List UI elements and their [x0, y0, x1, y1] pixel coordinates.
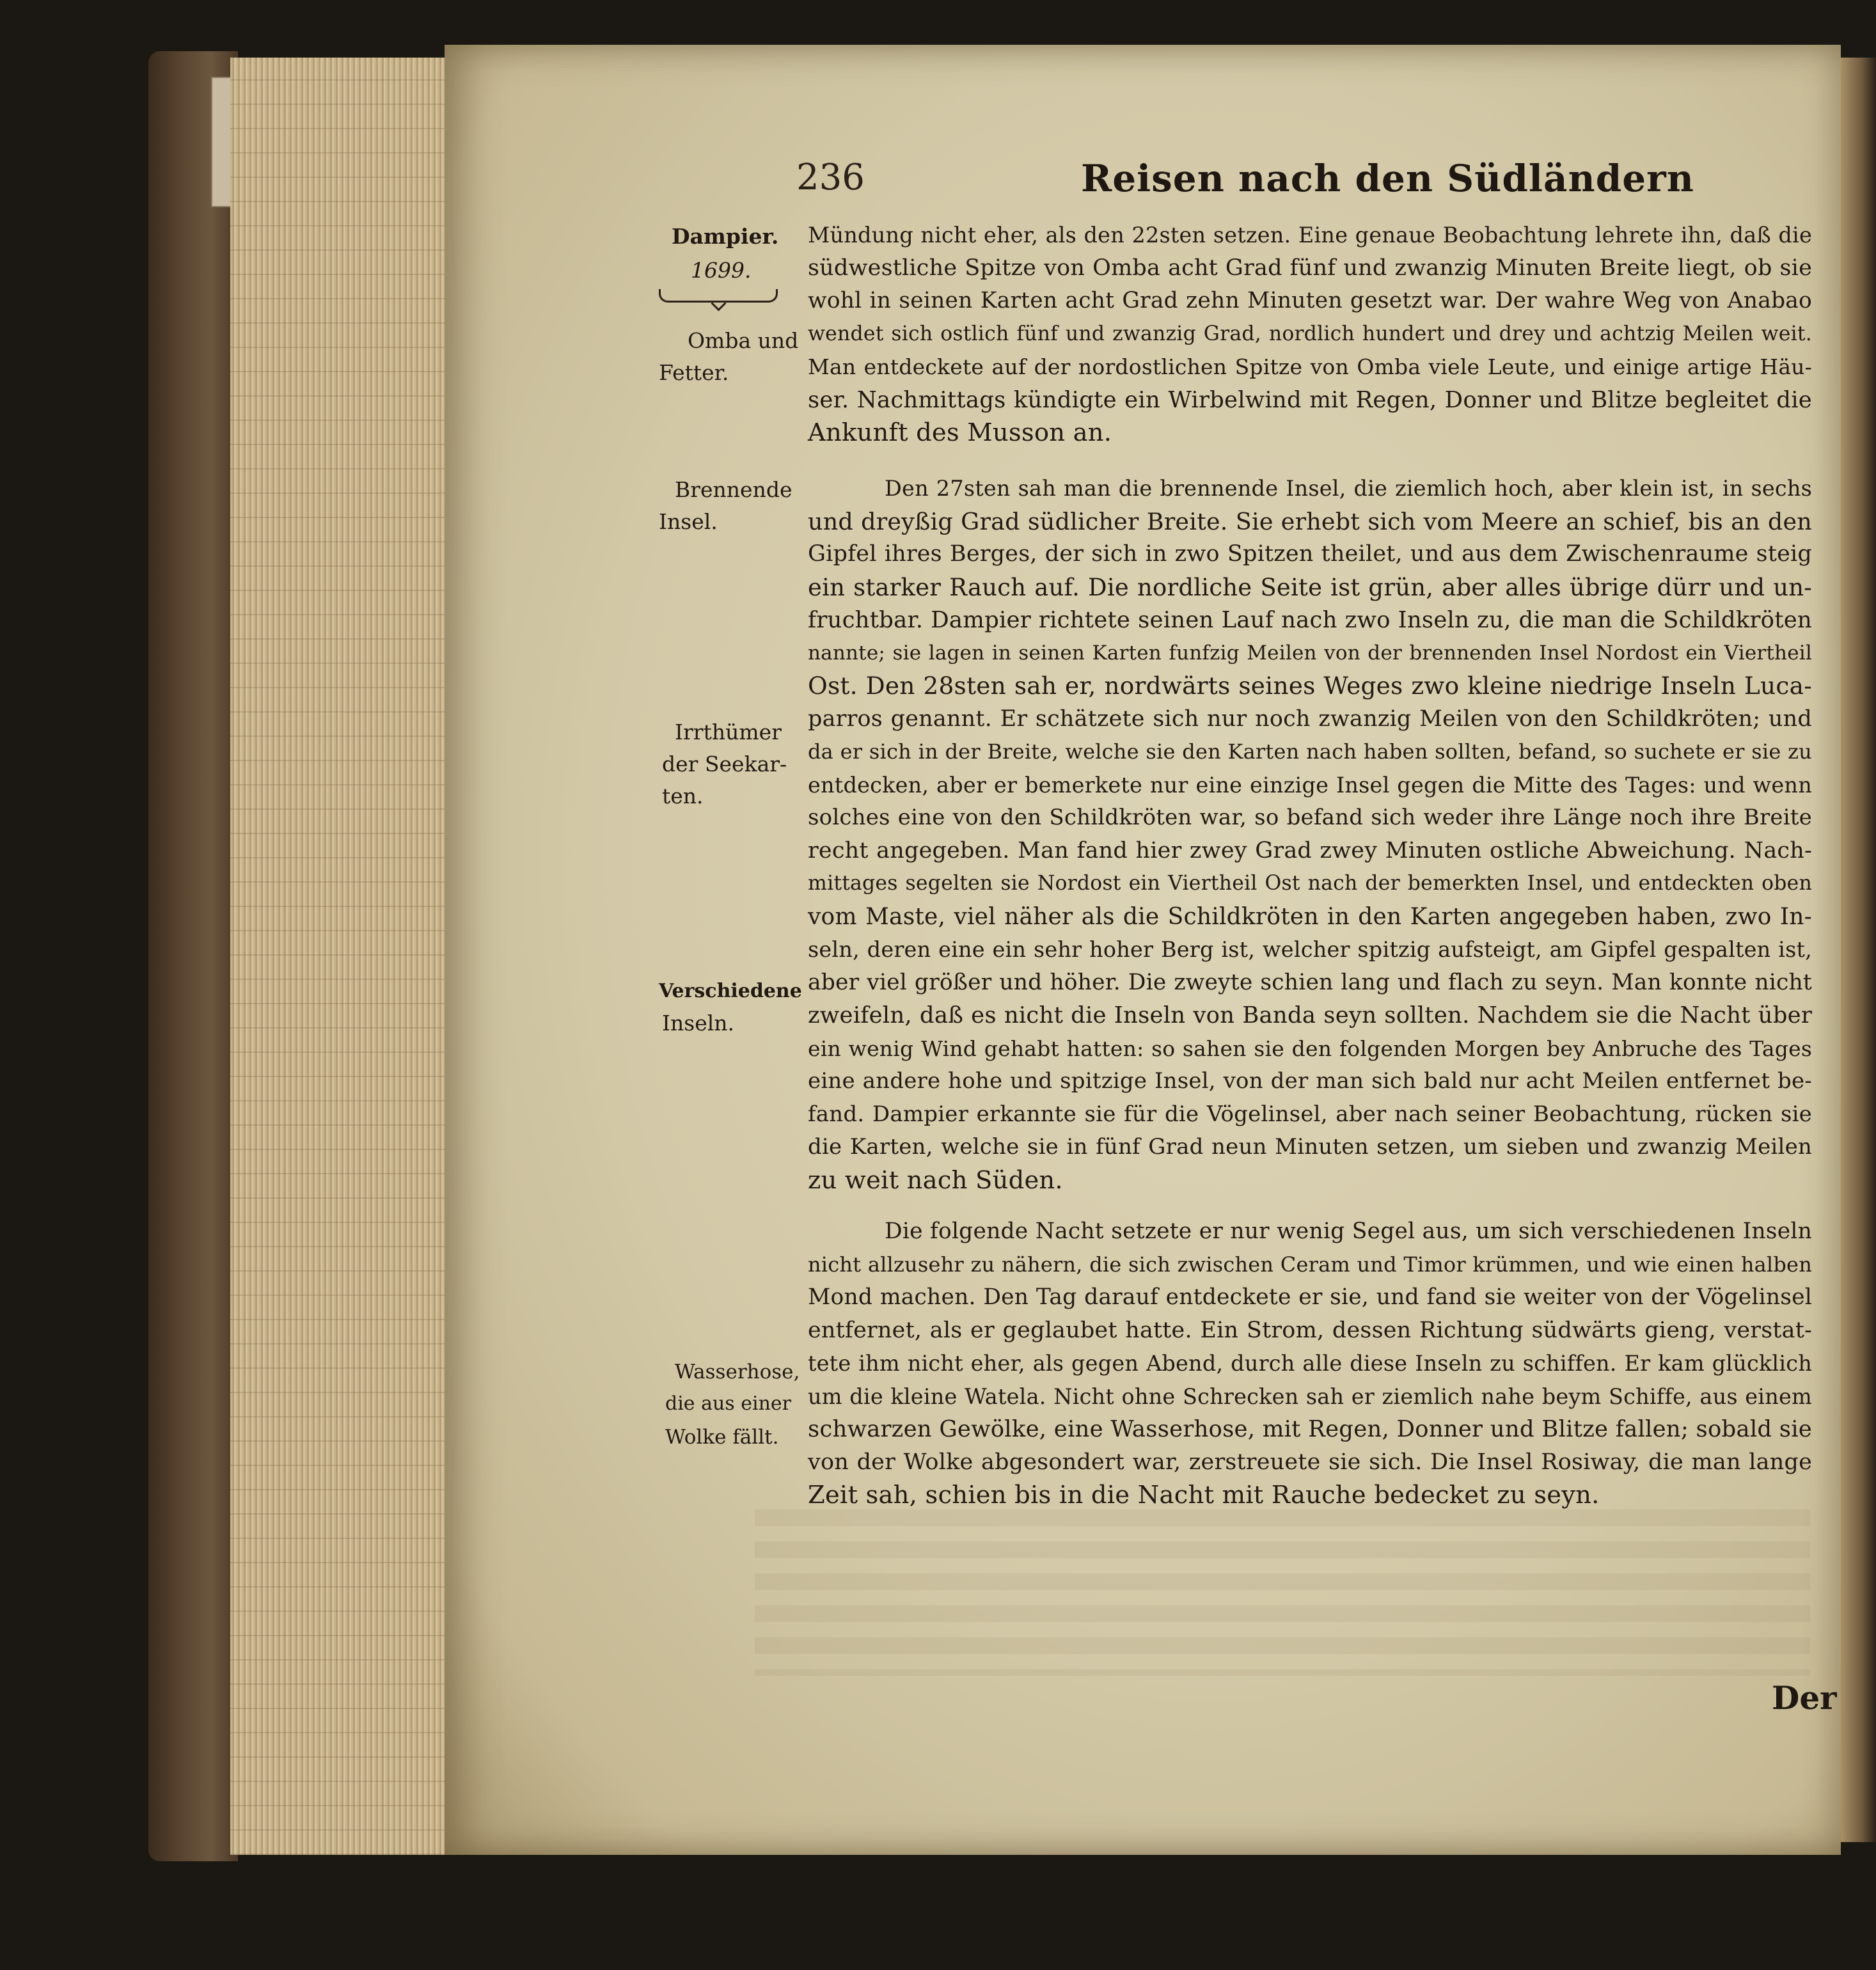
text-line: von der Wolke abgesondert war, zerstreuete sie sich. Die Insel Rosiway, die man lange [808, 1449, 1812, 1475]
text-line: recht angegeben. Man fand hier zwey Grad zwey Minuten ostliche Abweichung. Nach- [808, 837, 1812, 863]
text-line: um die kleine Watela. Nicht ohne Schrecken sah er ziemlich nahe beym Schiffe, aus einem [808, 1383, 1812, 1409]
margin-note-brennende-1: Brennende [675, 477, 792, 502]
text-line: Mond machen. Den Tag darauf entdeckete er sie, und fand sie weiter von der Vögelinsel [808, 1284, 1812, 1310]
text-line: fruchtbar. Dampier richtete seinen Lauf nach zwo Inseln zu, die man die Schildkröten [808, 607, 1812, 633]
margin-brace [659, 289, 778, 303]
paragraph-2 [808, 472, 1812, 1197]
paragraph-1 [808, 219, 1812, 450]
text-line: Mündung nicht eher, als den 22sten setzen. Eine genaue Beobachtung lehrete ihn, daß die [808, 223, 1812, 248]
catchword: Der [1772, 1679, 1837, 1717]
text-line: südwestliche Spitze von Omba acht Grad fünf und zwanzig Minuten Breite liegt, ob sie [808, 255, 1812, 281]
running-head [0, 157, 1876, 208]
show-through-text [755, 1509, 1810, 1676]
text-line: Zeit sah, schien bis in die Nacht mit Rauche bedecket zu seyn. [808, 1481, 1600, 1509]
text-line: die Karten, welche sie in fünf Grad neun Minuten setzen, um sieben und zwanzig Meilen [808, 1134, 1812, 1160]
book-cover-edge [148, 51, 238, 1861]
text-line: da er sich in der Breite, welche sie den Karten nach haben sollten, befand, so suchete er sie zu [808, 739, 1812, 764]
margin-note-irrthumer-1: Irrthümer [675, 720, 782, 745]
text-line: ein starker Rauch auf. Die nordliche Seite ist grün, aber alles übrige dürr und un- [808, 573, 1812, 601]
text-line: Ankunft des Musson an. [808, 418, 1112, 447]
margin-note-brennende-2: Insel. [659, 509, 718, 534]
page-number: 236 [796, 157, 865, 198]
text-line: tete ihm nicht eher, als gegen Abend, durch alle diese Inseln zu schiffen. Er kam glücklich [808, 1351, 1812, 1376]
text-line: ser. Nachmittags kündigte ein Wirbelwind mit Regen, Donner und Blitze begleitet die [808, 386, 1812, 413]
paragraph-3 [808, 1215, 1812, 1512]
text-line: solches eine von den Schildkröten war, so befand sich weder ihre Länge noch ihre Breite [808, 805, 1812, 830]
margin-note-wasserhose-1: Wasserhose, [675, 1360, 800, 1383]
text-line: entdecken, aber er bemerkete nur eine einzige Insel gegen die Mitte des Tages: und wenn [808, 772, 1812, 798]
text-line: mittages segelten sie Nordost ein Viertheil Ost nach der bemerkten Insel, und entdeckten oben [808, 872, 1812, 895]
margin-note-irrthumer-3: ten. [662, 784, 704, 808]
margin-note-name: Dampier. [672, 224, 779, 249]
margin-note-wasserhose-2: die aus einer [665, 1392, 791, 1415]
text-line: entfernet, als er geglaubet hatte. Ein Strom, dessen Richtung südwärts gieng, verstat- [808, 1317, 1812, 1343]
text-line: und dreyßig Grad südlicher Breite. Sie erhebt sich vom Meere an schief, bis an den [808, 507, 1812, 535]
text-line: nicht allzusehr zu nähern, die sich zwischen Ceram und Timor krümmen, und wie einen halben [808, 1252, 1812, 1277]
margin-note-verschiedene-2: Inseln. [662, 1011, 735, 1036]
text-line: vom Maste, viel näher als die Schildkröten in den Karten angegeben haben, zwo In- [808, 903, 1812, 930]
page-edges [230, 58, 447, 1855]
margin-note-year: 1699. [691, 258, 752, 283]
text-line: zweifeln, daß es nicht die Inseln von Banda seyn sollten. Nachdem sie die Nacht über [808, 1002, 1812, 1028]
margin-note-omba-2: Fetter. [659, 360, 729, 385]
text-line: nannte; sie lagen in seinen Karten funfzig Meilen von der brennenden Insel Nordost ein Viertheil [808, 641, 1812, 665]
text-line: parros genannt. Er schätzete sich nur noch zwanzig Meilen von den Schildkröten; und [808, 705, 1812, 732]
text-line: Man entdeckete auf der nordostlichen Spitze von Omba viele Leute, und einige artige Häu- [808, 354, 1812, 379]
text-line: Gipfel ihres Berges, der sich in zwo Spitzen theilet, und aus dem Zwischenraume steig [808, 541, 1812, 567]
text-line: Ost. Den 28sten sah er, nordwärts seines Weges zwo kleine niedrige Inseln Luca- [808, 672, 1812, 700]
text-line: wendet sich ostlich fünf und zwanzig Grad, nordlich hundert und drey und achtzig Meilen weit. [808, 322, 1812, 345]
margin-note-omba-1: Omba und [688, 328, 799, 353]
text-line: seln, deren eine ein sehr hoher Berg ist, welcher spitzig aufsteigt, am Gipfel gespalten ist, [808, 937, 1812, 962]
text-line: fand. Dampier erkannte sie für die Vögelinsel, aber nach seiner Beobachtung, rücken sie [808, 1101, 1812, 1127]
text-line: Die folgende Nacht setzete er nur wenig Segel aus, um sich verschiedenen Inseln [885, 1218, 1812, 1244]
running-title: Reisen nach den Südländern [1081, 157, 1694, 200]
facing-page-edge [1841, 58, 1876, 1842]
margin-note-wasserhose-3: Wolke fällt. [665, 1426, 779, 1449]
text-line: zu weit nach Süden. [808, 1165, 1063, 1195]
text-line: aber viel größer und höher. Die zweyte schien lang und flach zu seyn. Man konnte nicht [808, 969, 1812, 995]
text-line: eine andere hohe und spitzige Insel, von der man sich bald nur acht Meilen entfernet be- [808, 1068, 1812, 1094]
text-line: wohl in seinen Karten acht Grad zehn Minuten gesetzt war. Der wahre Weg von Anabao [808, 288, 1812, 313]
text-line: ein wenig Wind gehabt hatten: so sahen sie den folgenden Morgen bey Anbruche des Tages [808, 1036, 1812, 1061]
margin-note-irrthumer-2: der Seekar- [662, 752, 787, 776]
text-line: Den 27sten sah man die brennende Insel, die ziemlich hoch, aber klein ist, in sechs [885, 476, 1812, 501]
margin-note-verschiedene-1: Verschiedene [659, 980, 802, 1002]
text-line: schwarzen Gewölke, eine Wasserhose, mit Regen, Donner und Blitze fallen; sobald sie [808, 1416, 1812, 1442]
